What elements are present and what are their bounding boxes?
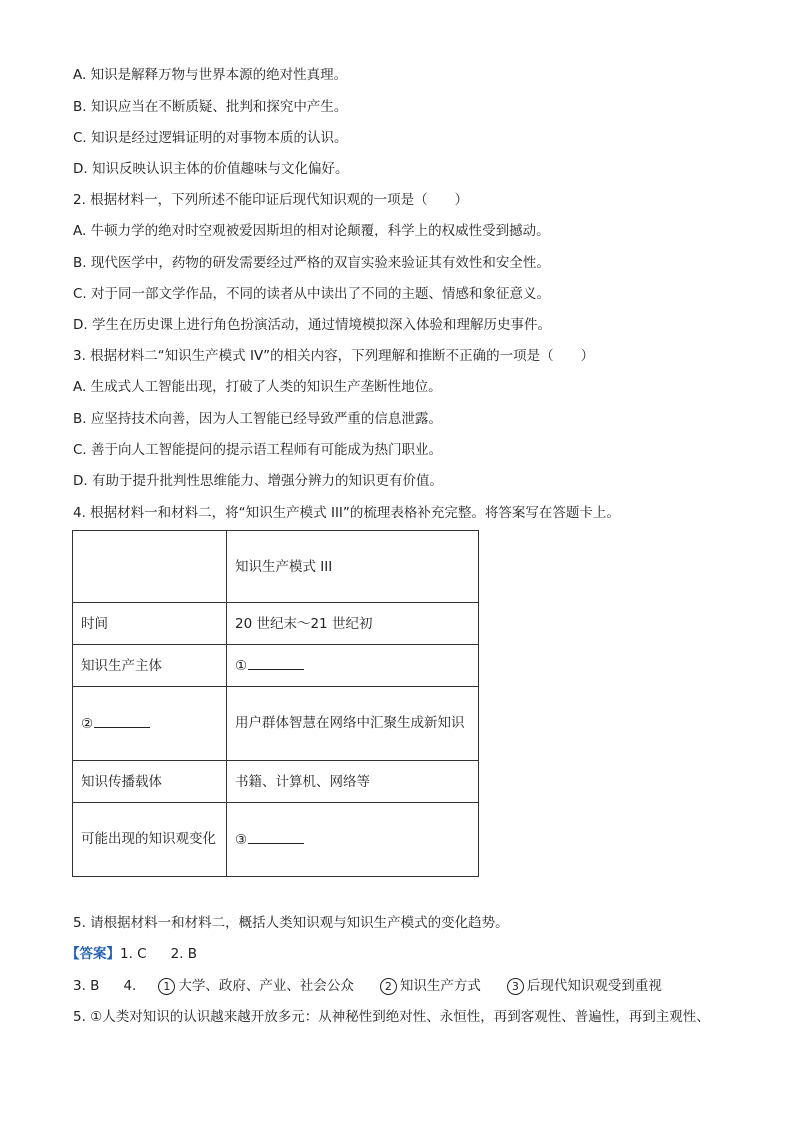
answer-4-num: 4. [123, 978, 137, 994]
q3-option-d: D. 有助于提升批判性思维能力、增强分辨力的知识更有价值。 [73, 473, 443, 489]
knowledge-mode-table [72, 530, 479, 877]
answer-4-item: 大学、政府、产业、社会公众 [178, 978, 354, 994]
circled-number: 1 [158, 978, 175, 995]
blank-marker: ③ [235, 831, 248, 848]
table-label-cell: 知识传播载体 [73, 761, 227, 803]
q4-stem: 4. 根据材料一和材料二，将“知识生产模式 III”的梳理表格补充完整。将答案写在答题卡上。 [73, 505, 620, 521]
table-value-cell: 书籍、计算机、网络等 [227, 761, 479, 803]
blank-marker: ② [81, 715, 94, 732]
table-row [73, 687, 479, 761]
answer-4-item: 知识生产方式 [399, 978, 481, 994]
table-row [73, 803, 479, 877]
answer-blank [248, 655, 304, 670]
q1-option-a: A. 知识是解释万物与世界本源的绝对性真理。 [73, 67, 348, 83]
q2-option-a: A. 牛顿力学的绝对时空观被爱因斯坦的相对论颠覆，科学上的权威性受到撼动。 [73, 223, 550, 239]
table-label-cell [73, 687, 227, 761]
answer-blank [248, 829, 304, 844]
answer-1: 1. C [120, 946, 147, 962]
circled-number: 2 [380, 978, 397, 995]
q3-stem: 3. 根据材料二“知识生产模式 IV”的相关内容，下列理解和推断不正确的一项是（ ） [73, 348, 595, 364]
table-value-cell [227, 803, 479, 877]
table-row [73, 603, 479, 645]
q1-option-c: C. 知识是经过逻辑证明的对事物本质的认识。 [73, 130, 348, 146]
answer-blank [94, 713, 150, 728]
answer-5: 5. ①人类对知识的认识越来越开放多元：从神秘性到绝对性、永恒性，再到客观性、普遍性，再到主观性、 [73, 1009, 710, 1025]
table-label-cell: 可能出现的知识观变化 [73, 803, 227, 877]
answer-2: 2. B [170, 946, 198, 962]
circled-number: 3 [507, 978, 524, 995]
answer-line-1 [66, 944, 197, 964]
blank-marker: ① [235, 657, 248, 674]
answer-3: 3. B [73, 978, 100, 994]
table-value-cell [227, 645, 479, 687]
table-label-cell: 时间 [73, 603, 227, 645]
table-row [73, 645, 479, 687]
q2-option-c: C. 对于同一部文学作品，不同的读者从中读出了不同的主题、情感和象征意义。 [73, 286, 551, 302]
table-header-cell: 知识生产模式 III [227, 531, 479, 603]
q1-option-b: B. 知识应当在不断质疑、批判和探究中产生。 [73, 99, 348, 115]
answer-4-item: 后现代知识观受到重视 [526, 978, 662, 994]
q2-option-b: B. 现代医学中，药物的研发需要经过严格的双盲实验来验证其有效性和安全性。 [73, 255, 550, 271]
answer-line-2 [73, 976, 662, 996]
q2-stem: 2. 根据材料一，下列所述不能印证后现代知识观的一项是（ ） [73, 192, 469, 208]
q5-stem: 5. 请根据材料一和材料二，概括人类知识观与知识生产模式的变化趋势。 [73, 915, 509, 931]
q1-option-d: D. 知识反映认识主体的价值趣味与文化偏好。 [73, 161, 349, 177]
q2-option-d: D. 学生在历史课上进行角色扮演活动，通过情境模拟深入体验和理解历史事件。 [73, 317, 551, 333]
table-header-cell [73, 531, 227, 603]
table-label-cell: 知识生产主体 [73, 645, 227, 687]
answer-tag: 【答案】 [66, 946, 120, 962]
table-row [73, 761, 479, 803]
q3-option-c: C. 善于向人工智能提问的提示语工程师有可能成为热门职业。 [73, 442, 443, 458]
q3-option-a: A. 生成式人工智能出现，打破了人类的知识生产垄断性地位。 [73, 379, 442, 395]
table-value-cell: 20 世纪末～21 世纪初 [227, 603, 479, 645]
table-value-cell: 用户群体智慧在网络中汇聚生成新知识 [227, 687, 479, 761]
q3-option-b: B. 应坚持技术向善，因为人工智能已经导致严重的信息泄露。 [73, 411, 442, 427]
table-row [73, 531, 479, 603]
